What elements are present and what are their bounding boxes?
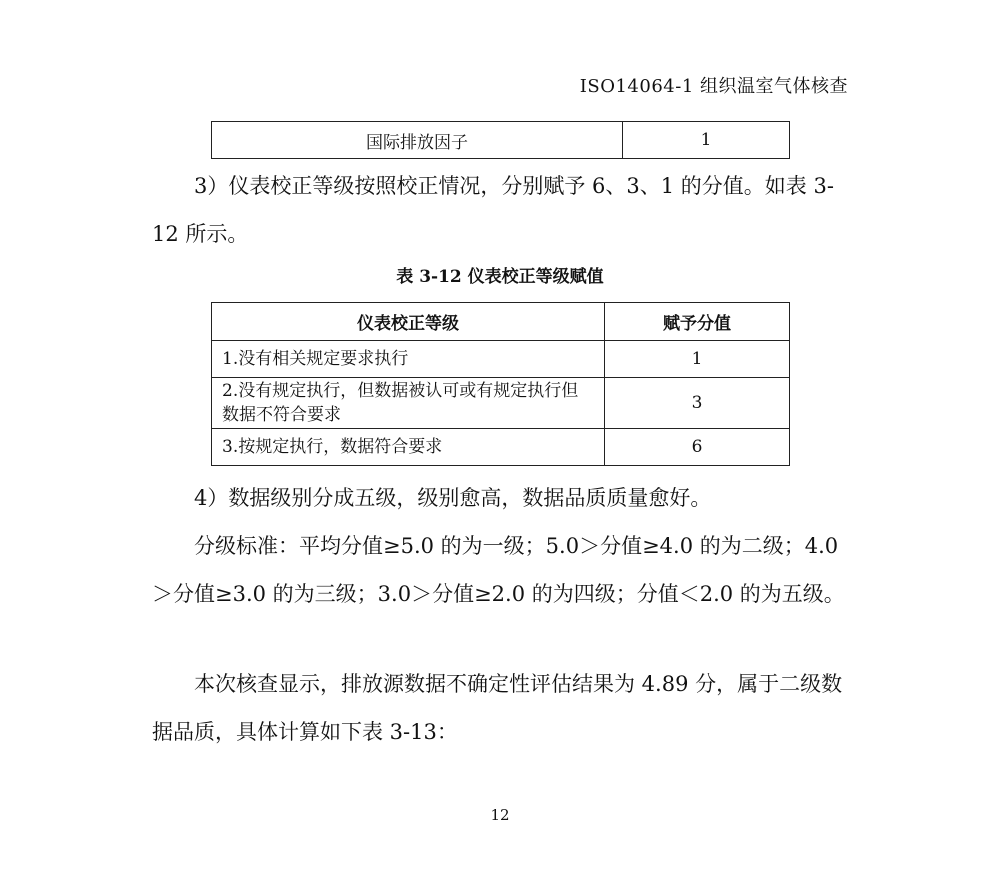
table-cell-level: 2.没有规定执行，但数据被认可或有规定执行但数据不符合要求 [212,378,605,429]
table-cell-score: 1 [605,341,790,378]
table-row [212,341,790,378]
calibration-level-table [211,302,790,466]
paragraph-calibration-scores: 3）仪表校正等级按照校正情况，分别赋予 6、3、1 的分值。如表 3-12 所示。 [152,174,834,246]
column-header-score: 赋予分值 [605,303,790,341]
table-row [212,122,790,159]
table-caption: 表 3-12 仪表校正等级赋值 [396,267,604,287]
page-number: 12 [490,806,510,824]
table-row [212,429,790,466]
paragraph-grading-criteria: 分级标准：平均分值≥5.0 的为一级；5.0＞分值≥4.0 的为二级；4.0＞分值≥3.0 的为三级；3.0＞分值≥2.0 的为四级；分值＜2.0 的为五级。 [152,534,845,606]
table-cell-label: 国际排放因子 [212,122,623,159]
paragraph-assessment-result: 本次核查显示，排放源数据不确定性评估结果为 4.89 分，属于二级数据品质，具体计算如下表 3-13： [152,672,843,744]
emission-factor-table [211,121,790,159]
table-header-row [212,303,790,341]
table-cell-score: 3 [605,378,790,429]
table-cell-level: 3.按规定执行，数据符合要求 [212,429,605,466]
column-header-level: 仪表校正等级 [212,303,605,341]
table-cell-value: 1 [623,122,790,159]
table-cell-score: 6 [605,429,790,466]
page-header-title: ISO14064-1 组织温室气体核查 [579,76,848,97]
table-row [212,378,790,429]
table-cell-level: 1.没有相关规定要求执行 [212,341,605,378]
paragraph-data-levels: 4）数据级别分成五级，级别愈高，数据品质质量愈好。 [194,486,712,510]
